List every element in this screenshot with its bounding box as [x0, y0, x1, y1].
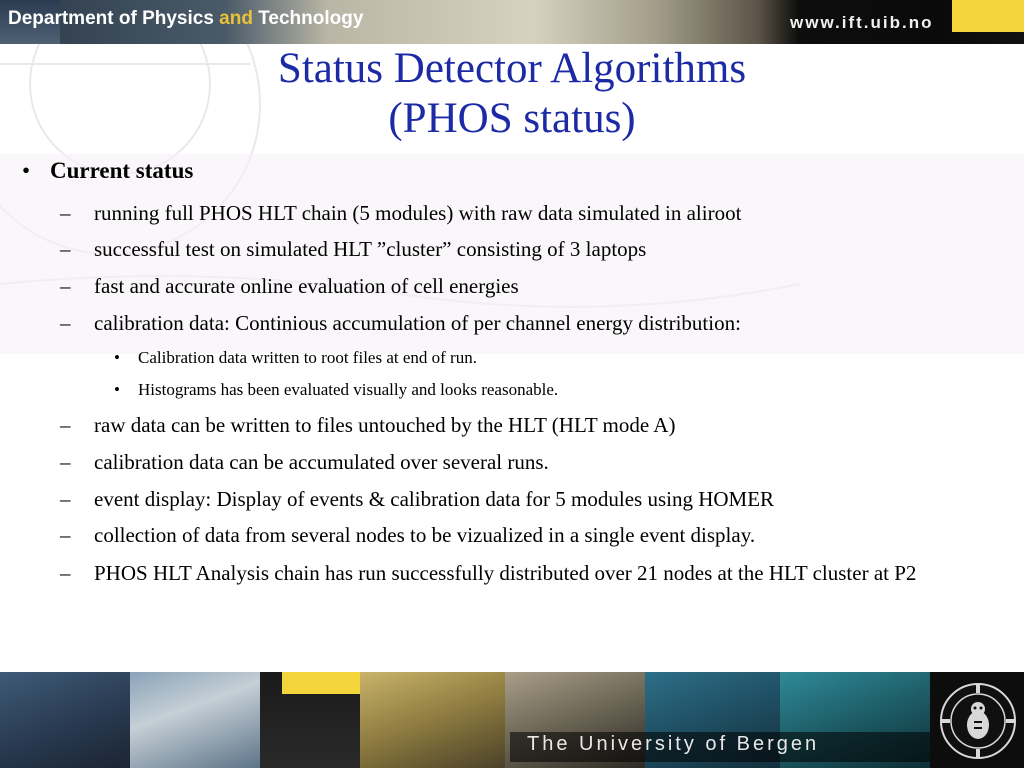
- dash-symbol: –: [60, 201, 71, 225]
- sub-list-item-text: Histograms has been evaluated visually and looks reasonable.: [138, 380, 559, 399]
- sub-list-item-text: Calibration data written to root files at end of run.: [138, 348, 477, 367]
- title-line-2: (PHOS status): [388, 95, 636, 142]
- title-line-1: Status Detector Algorithms: [277, 45, 747, 92]
- list-item-text: running full PHOS HLT chain (5 modules) with raw data simulated in aliroot: [94, 201, 742, 225]
- footer-banner: [0, 672, 1024, 768]
- bullet-symbol: •: [22, 158, 31, 183]
- list-item-text: event display: Display of events & calibration data for 5 modules using HOMER: [94, 487, 775, 511]
- dept-prefix: Department of Physics: [8, 8, 220, 29]
- department-title: [8, 8, 363, 30]
- list-item-text: collection of data from several nodes to be vizualized in a single event display.: [94, 523, 756, 547]
- dept-and: and: [219, 8, 253, 29]
- dash-symbol: –: [60, 237, 71, 261]
- dash-symbol: –: [60, 274, 71, 298]
- dash-symbol: –: [60, 413, 71, 437]
- dash-symbol: –: [60, 487, 71, 511]
- list-item-text: calibration data: Continious accumulation of per channel energy distribution:: [94, 311, 741, 335]
- university-name: The University of Bergen: [527, 733, 820, 755]
- list-item-text: fast and accurate online evaluation of cell energies: [94, 274, 519, 298]
- dash-symbol: –: [60, 523, 71, 547]
- footer-photo-face: [130, 672, 260, 768]
- sub-bullet-symbol: •: [114, 348, 120, 367]
- list-item-text: PHOS HLT Analysis chain has run successfully distributed over 21 nodes at the HLT cluster at P2: [94, 561, 917, 585]
- slide-title: [0, 44, 1024, 144]
- dash-symbol: –: [60, 450, 71, 474]
- footer-accent-block: [282, 672, 360, 694]
- dash-symbol: –: [60, 561, 71, 585]
- list-item-text: calibration data can be accumulated over several runs.: [94, 450, 549, 474]
- dept-suffix: Technology: [252, 8, 364, 29]
- footer-photo-eye: [0, 672, 130, 768]
- header-banner: [0, 0, 1024, 44]
- dash-symbol: –: [60, 311, 71, 335]
- list-item-text: raw data can be written to files untouched by the HLT (HLT mode A): [94, 413, 676, 437]
- sub-bullet-symbol: •: [114, 380, 120, 399]
- university-seal-logo: [938, 681, 1018, 761]
- main-bullet-text: Current status: [50, 158, 194, 183]
- footer-photo-building: [360, 672, 505, 768]
- list-item-text: successful test on simulated HLT ”cluster” consisting of 3 laptops: [94, 237, 647, 261]
- header-accent-block: [952, 0, 1024, 32]
- website-url: www.ift.uib.no: [790, 13, 934, 32]
